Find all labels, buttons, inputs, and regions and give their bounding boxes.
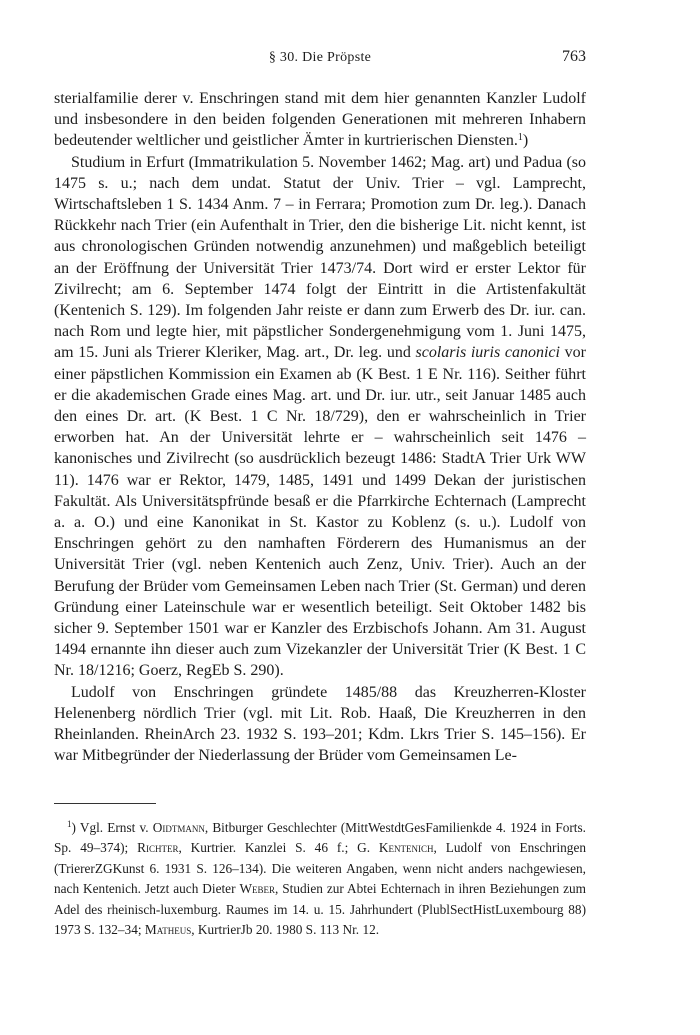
- footnote-section: [54, 818, 586, 940]
- page-number: 763: [562, 48, 586, 65]
- paragraph-helenenberg: Ludolf von Enschringen gründete 1485/88 das Kreuzherren-Kloster Helenenberg nördlich Trier (vgl. mit Lit. Rob. Haaß, Die Kreuzherren in den Rheinlanden. RheinArch 23. 1932 S. 193–201; Kdm. Lkrs Trier S. 145–156). Er war Mitbegründer der Niederlassung der Brüder vom Gemeinsamen Le-: [54, 683, 586, 765]
- footnote-divider: [54, 803, 156, 804]
- paragraph-family: [54, 88, 586, 152]
- paragraph-family-text: sterialfamilie derer v. Enschringen stand mit dem hier genannten Kanzler Ludolf und insbesondere in den beiden folgenden Generationen mit mehreren Inhabern bedeutender weltlicher und geistlicher Ämter in kurtrierischen Diensten.: [54, 90, 586, 150]
- footnote-1: [54, 818, 586, 940]
- author-name: Weber: [239, 881, 275, 897]
- footnote-text: , Kurtrier. Kanzlei S. 46 f.; G.: [178, 840, 379, 856]
- italic-phrase: scolaris iuris canonici: [415, 344, 560, 362]
- main-text: [54, 88, 586, 767]
- author-name: Matheus: [144, 922, 192, 938]
- running-head-title: § 30. Die Pröpste: [268, 50, 372, 65]
- running-head: [54, 50, 586, 72]
- footnote-text: , Bitburger Geschlechter (MittWestdtGesFamilienkde 4. 1924 in Forts. Sp. 49–374);: [54, 820, 586, 856]
- footnote-reference[interactable]: 1: [517, 132, 523, 144]
- footnote-text: ) Vgl. Ernst v.: [71, 820, 153, 835]
- footnote-text: , KurtrierJb 20. 1980 S. 113 Nr. 12.: [191, 922, 380, 938]
- footnote-text: , Studien zur Abtei Echternach in ihren Beziehungen zum Adel des rheinisch-luxemburg. Raumes im 14. u. 15. Jahrhundert (PlublSectHistLuxembourg 88) 1973 S. 132–34;: [54, 881, 586, 938]
- paragraph-studies: [54, 152, 586, 682]
- author-name: Richter: [137, 840, 179, 856]
- author-name: Oidtmann: [152, 820, 205, 835]
- footnote-reference-paren: ): [522, 132, 529, 150]
- footnote-text: , Ludolf von Enschringen (TriererZGKunst 6. 1931 S. 126–134). Die weiteren Angaben, wenn nicht anders nachgewiesen, nach Kentenich. Jetzt auch Dieter: [54, 840, 586, 897]
- author-name: Kentenich: [378, 840, 434, 856]
- paragraph-studies-text-a: Studium in Erfurt (Immatrikulation 5. November 1462; Mag. art) und Padua (so 1475 s. u.; nach dem undat. Statut der Univ. Trier – vgl. Lamprecht, Wirtschaftsleben 1 S. 1434 Anm. 7 – in Ferrara; Promotion zum Dr. leg.). Danach Rückkehr nach Trier (ein Aufenthalt in Trier, den die bisherige Lit. nicht kennt, ist aus chronologischen Gründen notwendig anzunehmen) und maßgeblich beteiligt an der Eröffnung der Universität Trier 1473/74. Dort wird er erster Lektor für Zivilrecht; am 6. September 1474 folgt der Eintritt in die Artistenfakultät (Kentenich S. 129). Im folgenden Jahr reiste er dann zum Erwerb des Dr. iur. can. nach Rom und legte hier, mit päpstlicher Sondergenehmigung vom 1. Juni 1475, am 15. Juni als Trierer Kleriker, Mag. art., Dr. leg. und: [54, 153, 586, 362]
- footnote-marker: 1: [67, 819, 72, 829]
- paragraph-studies-text-b: vor einer päpstlichen Kommission ein Examen ab (K Best. 1 E Nr. 116). Seither führt er die akademischen Grade eines Mag. art. und Dr. iur. utr., seit Januar 1485 auch den eines Dr. art. (K Best. 1 C Nr. 18/729), den er wahrscheinlich in Trier erworben hat. An der Universität lehrte er – wahrscheinlich seit 1476 – kanonisches und Zivilrecht (so ausdrücklich bezeugt 1486: StadtA Trier Urk WW 11). 1476 war er Rektor, 1479, 1485, 1491 und 1499 Dekan der juristischen Fakultät. Als Universitätspfründe besaß er die Pfarrkirche Echternach (Lamprecht a. a. O.) und eine Kanonikat in St. Kastor zu Koblenz (s. u.). Ludolf von Enschringen gehört zu den namhaften Förderern des Humanismus an der Universität Trier (vgl. neben Kentenich auch Zenz, Univ. Trier). Auch an der Berufung der Brüder vom Gemeinsamen Leben nach Trier (St. German) und deren Gründung einer Lateinschule war er wesentlich beteiligt. Seit Oktober 1482 bis sicher 9. September 1501 war er Kanzler des Erzbischofs Johann. Am 31. August 1494 ernannte ihn dieser auch zum Vizekanzler der Universität Trier (K Best. 1 C Nr. 18/1216; Goerz, RegEb S. 290).: [54, 344, 586, 680]
